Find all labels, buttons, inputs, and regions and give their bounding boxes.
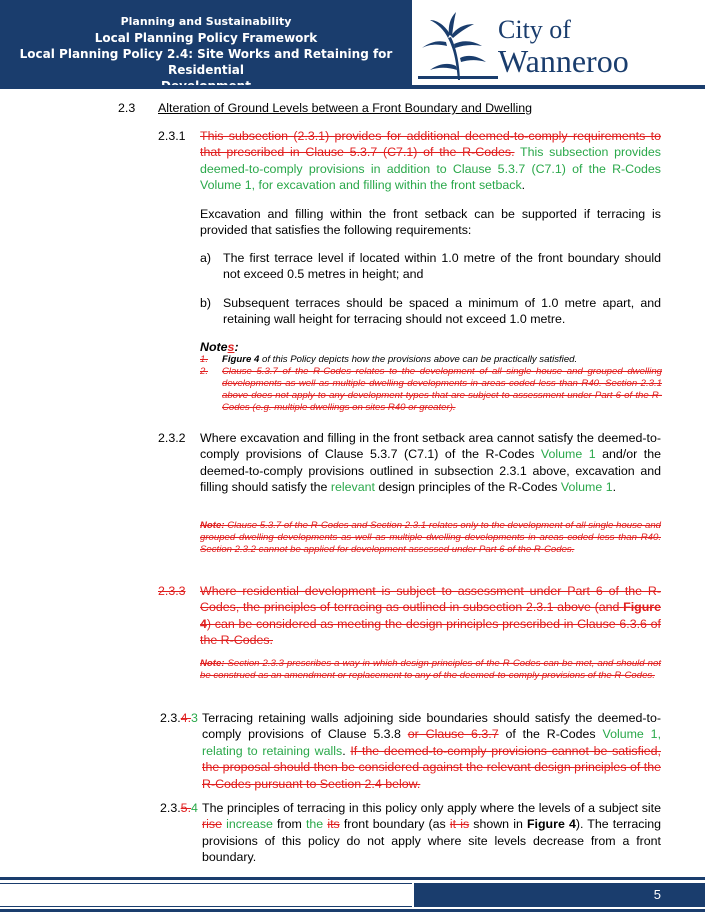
clause-terracing-side-boundaries-text	[202, 710, 661, 792]
clause-2-3-4-new-number	[160, 800, 198, 816]
side-boundaries-del2: If the deemed-to-comply provisions cannot be satisfied, the proposal should then be considered against the relevant design principles of the R-Codes pursuant to Section 2.4 below.	[202, 743, 661, 791]
principles-part1: The principles of terracing in this policy only apply where the levels of a subject site	[202, 801, 661, 815]
clause-2-3-3-figure-ref: Figure 4	[200, 600, 661, 631]
footer-bottom-rule	[0, 909, 705, 912]
clause-2-3-2-note-text: Clause 5.3.7 of the R-Codes and Section 2.3.1 relates only to the development of all single house and grouped dwelling developments as well as multiple dwelling developments in areas coded less than R40. Section 2.3.2 cannot be applied for development assessed under Part 6 of the R-Codes.	[200, 520, 661, 555]
clause-2-3-2-part4: .	[612, 480, 617, 495]
clause-2-3-3-new-number	[160, 710, 198, 726]
list-item-a-label: a)	[200, 251, 212, 265]
side-boundaries-part3: .	[342, 743, 351, 758]
clause-number-prefix: 2.3.	[160, 711, 181, 725]
principles-part6: ). The terracing provisions of this policy do not apply where site levels decrease from a front boundary.	[202, 817, 661, 865]
notes-heading	[200, 339, 239, 355]
principles-ins1: increase	[221, 817, 273, 832]
footer-page-block	[414, 883, 705, 907]
city-logo	[414, 8, 705, 85]
page-header	[0, 0, 705, 90]
principles-part4: front boundary (as	[339, 817, 450, 832]
list-item-b-label: b)	[200, 296, 212, 310]
note-1-number-deleted: 1.	[200, 354, 209, 365]
clause-2-3-2-number: 2.3.2	[158, 431, 186, 445]
page-number: 5	[653, 887, 661, 902]
clause-2-3-2-text	[200, 430, 661, 496]
header-title-block	[0, 0, 412, 85]
clause-number-inserted: 3	[191, 711, 198, 725]
logo-city-of: City of	[498, 15, 571, 44]
clause-number-prefix: 2.3.	[160, 801, 181, 815]
clause-2-3-2-note	[200, 520, 661, 556]
note-2-number-deleted: 2.	[200, 366, 209, 377]
note-1-figure-ref: Figure 4	[222, 354, 260, 365]
clause-2-3-3-note	[200, 658, 661, 682]
clause-number-deleted: 5.	[180, 801, 192, 815]
footer-top-rule	[0, 877, 705, 880]
clause-2-3-1-deleted: This subsection (2.3.1) provides for additional deemed-to-comply requirements to that prescribed in Clause 5.3.7 (C7.1) of the R-Codes.	[200, 129, 661, 160]
clause-2-3-2-part2: and/or the deemed-to-comply provisions outlined in subsection 2.3.1 above, excavation and filling should satisfy the	[200, 447, 661, 495]
note-1-text	[222, 354, 662, 366]
logo-wordmark	[498, 16, 629, 78]
clause-number-deleted: 4.	[180, 711, 192, 725]
header-divider	[0, 85, 705, 89]
clause-terracing-principles-text	[202, 800, 661, 866]
clause-2-3-2-note-label: Note:	[200, 520, 225, 531]
clause-2-3-1-number: 2.3.1	[158, 129, 186, 143]
notes-heading-colon: :	[234, 340, 239, 354]
clause-2-3-1-period: .	[521, 178, 526, 193]
principles-del2: its	[327, 817, 340, 832]
clause-number-inserted: 4	[191, 801, 198, 815]
header-policy-title: Local Planning Policy 2.4: Site Works and Retaining for Residential	[19, 47, 393, 77]
clause-2-3-3-text	[200, 583, 661, 649]
side-boundaries-part1: Terracing retaining walls adjoining side boundaries should satisfy the deemed-to-comply provisions of Clause 5.3.8	[202, 711, 661, 742]
section-2-3-number: 2.3	[118, 101, 136, 115]
side-boundaries-part2: of the R-Codes	[498, 727, 603, 742]
clause-2-3-3-note-text: Section 2.3.3 prescribes a way in which design principles of the R-Codes can be met, and should not be construed as an amendment or replacement to any of the deemed-to-comply provisions of the R-Codes.	[200, 658, 661, 681]
clause-2-3-2-ins2: relevant	[330, 480, 375, 495]
header-department: Planning and Sustainability	[120, 15, 292, 28]
clause-2-3-2-part3: design principles of the R-Codes	[374, 480, 561, 495]
clause-2-3-3-note-label: Note:	[200, 658, 225, 669]
clause-2-3-2-ins1: Volume 1	[540, 447, 596, 462]
principles-part2: from	[272, 817, 306, 832]
note-2-text	[222, 366, 662, 414]
principles-del3: it is	[449, 817, 470, 832]
notes-heading-note: Note	[200, 340, 228, 354]
note-1-number	[200, 354, 208, 366]
clause-2-3-2-part1: Where excavation and filling in the front setback area cannot satisfy the deemed-to-comply provisions of Clause 5.3.7 (C7.1) of the R-Codes	[200, 431, 661, 462]
list-item-a-text: The first terrace level if located within 1.0 metre of the front boundary should not exceed 0.5 metres in height; and	[223, 251, 661, 282]
footer-left-band	[0, 883, 412, 907]
list-item-b-text: Subsequent terraces should be spaced a minimum of 1.0 metre apart, and retaining wall height for terracing should not exceed 1.0 metre.	[223, 296, 661, 327]
principles-del1: rise	[202, 817, 222, 832]
clause-2-3-3-number: 2.3.3	[158, 584, 186, 598]
clause-2-3-2-ins3: Volume 1	[560, 480, 613, 495]
principles-figure-ref: Figure 4	[526, 817, 576, 832]
side-boundaries-del1: or Clause 6.3.7	[407, 727, 499, 742]
principles-ins2: the	[305, 817, 324, 832]
note-2-number	[200, 366, 208, 378]
note-1-rest: of this Policy depicts how the provisions above can be practically satisfied.	[259, 354, 578, 365]
notes-heading-s: s	[227, 340, 235, 354]
clause-2-3-1-requirements-intro: Excavation and filling within the front setback can be supported if terracing is provided that satisfies the following requirements:	[200, 207, 661, 238]
clause-2-3-3-part2: ) can be considered as meeting the design principles prescribed in Clause 6.3.6 of the R-Codes.	[200, 616, 661, 648]
header-framework: Local Planning Policy Framework	[94, 31, 318, 45]
clause-2-3-1-text	[200, 128, 661, 194]
page-footer	[0, 877, 705, 919]
clause-2-3-3-part1: Where residential development is subject to assessment under Part 6 of the R-Codes, the principles of terracing as outlined in subsection 2.3.1 above (and	[200, 584, 661, 615]
side-boundaries-ins1: Volume 1, relating to retaining walls	[202, 727, 662, 758]
banksia-flower-icon	[418, 10, 498, 82]
section-2-3-title: Alteration of Ground Levels between a Front Boundary and Dwelling	[158, 101, 533, 115]
note-2-deleted: Clause 5.3.7 of the R-Codes relates to the development of all single house and grouped dwelling developments as well as multiple dwelling developments in areas coded less than R40. Section 2.3.1 above does not apply to any development types that are subject to assessment under Part 6 of the R-Codes (e.g. multiple dwellings on sites R40 or greater).	[222, 366, 662, 413]
clause-2-3-1-inserted: This subsection provides deemed-to-comply provisions in addition to Clause 5.3.7 (C7.1) of the R-Codes Volume 1, for excavation and filling within the front setback	[200, 145, 661, 193]
logo-wanneroo: Wanneroo	[498, 43, 629, 79]
principles-part5: shown in	[469, 817, 527, 832]
